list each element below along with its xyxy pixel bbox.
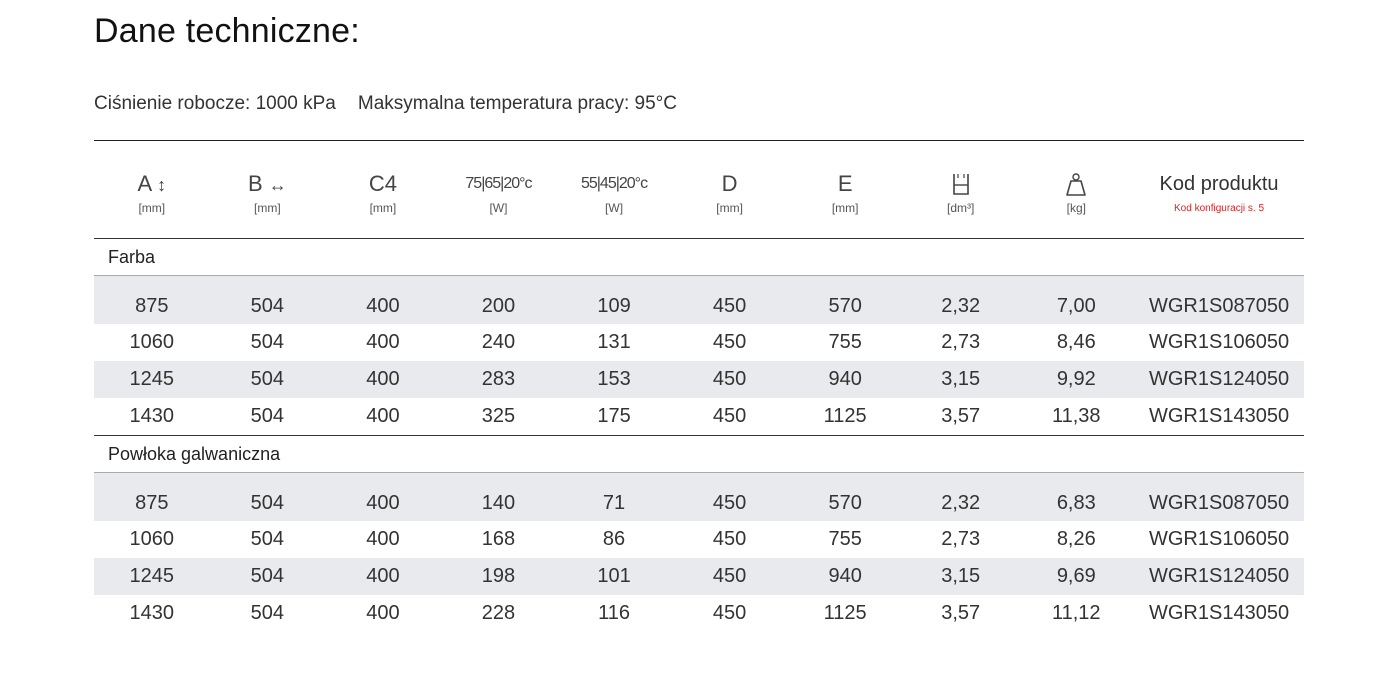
table-row: [94, 595, 1304, 632]
table-cell: 1060: [129, 331, 175, 353]
table-cell: 400: [366, 565, 400, 587]
table-row: [94, 558, 1304, 595]
section-title: Powłoka galwaniczna: [108, 444, 281, 464]
header-unit-b: [mm]: [254, 201, 281, 215]
table-cell: 1060: [129, 528, 175, 550]
table-cell: 450: [712, 492, 747, 514]
table-cell: 116: [598, 602, 630, 624]
product-code-cell: WGR1S143050: [1149, 602, 1290, 624]
header-unit-weight: [kg]: [1066, 201, 1086, 215]
product-code-cell: WGR1S106050: [1149, 331, 1290, 353]
header-col-c4: [325, 141, 441, 238]
header-unit-volume: [dm³]: [947, 201, 975, 215]
horizontal-arrow-icon: ↔: [268, 175, 287, 195]
table-cell: 400: [366, 331, 400, 353]
header-col-power-55: [556, 141, 672, 238]
table-cell: 71: [602, 492, 626, 514]
header-symbol-power-55: 55|45|20°c: [580, 175, 648, 192]
table-cell: 7,00: [1056, 295, 1096, 317]
header-unit-d: [mm]: [716, 201, 743, 215]
section-paint: [94, 239, 1304, 435]
header-symbol-a: A: [137, 171, 151, 196]
table-cell: 504: [250, 331, 285, 353]
table-cell: 86: [602, 528, 626, 550]
table-cell: 755: [828, 331, 862, 353]
header-col-volume: [903, 141, 1019, 238]
table-cell: 200: [481, 295, 516, 317]
table-cell: 875: [135, 492, 169, 514]
table-cell: 504: [250, 368, 285, 390]
table-cell: 400: [366, 492, 400, 514]
table-cell: 1125: [823, 602, 867, 624]
table-cell: 109: [597, 295, 631, 317]
table-cell: 755: [828, 528, 862, 550]
header-col-product-code: [1134, 141, 1304, 238]
config-code-note: Kod konfiguracji s. 5: [1174, 203, 1265, 214]
table-cell: 570: [828, 295, 862, 317]
vertical-arrow-icon: ↕: [157, 175, 167, 195]
table-cell: 450: [712, 405, 747, 427]
max-temperature: Maksymalna temperatura pracy: 95°C: [357, 93, 677, 114]
table-cell: 283: [481, 368, 516, 390]
product-code-cell: WGR1S087050: [1149, 295, 1290, 317]
table-cell: 2,73: [941, 331, 981, 353]
table-cell: 1245: [129, 368, 175, 390]
table-cell: 504: [250, 295, 285, 317]
table-cell: 450: [712, 331, 747, 353]
table-cell: 570: [828, 492, 862, 514]
header-symbol-b: B: [247, 171, 263, 196]
table-cell: 131: [597, 331, 631, 353]
table-cell: 400: [366, 602, 400, 624]
table-cell: 400: [366, 368, 400, 390]
table-cell: 940: [828, 565, 862, 587]
table-cell: 325: [481, 405, 516, 427]
table-row: [94, 276, 1304, 324]
header-symbol-c4: C4: [368, 171, 397, 196]
header-symbol-e: E: [837, 171, 853, 196]
table-cell: 2,32: [941, 295, 981, 317]
container-volume-icon: [951, 172, 971, 198]
table-row: [94, 398, 1304, 435]
header-unit-power-75: [W]: [489, 201, 508, 215]
table-cell: 6,83: [1056, 492, 1096, 514]
table-cell: 153: [597, 368, 631, 390]
table-cell: 1430: [129, 602, 175, 624]
table-cell: 3,15: [941, 565, 981, 587]
table-cell: 3,15: [941, 368, 981, 390]
table-cell: 504: [250, 602, 285, 624]
table-cell: 504: [250, 405, 285, 427]
header-unit-power-55: [W]: [605, 201, 624, 215]
table-cell: 504: [250, 528, 285, 550]
header-col-b: [210, 141, 326, 238]
table-cell: 400: [366, 405, 400, 427]
table-cell: 11,38: [1051, 405, 1101, 427]
table-row: [94, 521, 1304, 558]
table-cell: 450: [712, 295, 747, 317]
table-cell: 504: [250, 565, 285, 587]
operating-parameters: [94, 93, 677, 115]
header-product-code: Kod produktu: [1159, 173, 1279, 195]
product-code-cell: WGR1S143050: [1149, 405, 1290, 427]
table-cell: 2,73: [941, 528, 981, 550]
table-cell: 168: [481, 528, 516, 550]
section-galvanic: [94, 436, 1304, 632]
table-cell: 875: [135, 295, 169, 317]
technical-data-table: [94, 140, 1304, 632]
header-col-a: [94, 141, 210, 238]
table-cell: 101: [597, 565, 631, 587]
table-cell: 2,32: [941, 492, 981, 514]
table-cell: 8,26: [1056, 528, 1096, 550]
header-symbol-d: D: [721, 171, 738, 196]
table-cell: 400: [366, 528, 400, 550]
table-cell: 940: [828, 368, 862, 390]
page-title: Dane techniczne:: [94, 12, 360, 50]
table-cell: 1430: [129, 405, 175, 427]
section-title: Farba: [108, 247, 156, 267]
table-row: [94, 324, 1304, 361]
table-cell: 400: [366, 295, 400, 317]
working-pressure: Ciśnienie robocze: 1000 kPa: [94, 93, 336, 114]
table-cell: 3,57: [941, 405, 981, 427]
table-cell: 9,92: [1056, 368, 1096, 390]
table-cell: 1125: [823, 405, 867, 427]
table-cell: 504: [250, 492, 285, 514]
header-col-d: [672, 141, 788, 238]
table-cell: 9,69: [1056, 565, 1096, 587]
header-unit-e: [mm]: [831, 201, 859, 215]
table-cell: 228: [481, 602, 516, 624]
header-unit-a: [mm]: [138, 201, 166, 215]
product-code-cell: WGR1S124050: [1149, 368, 1290, 390]
product-code-cell: WGR1S087050: [1149, 492, 1290, 514]
table-cell: 11,12: [1051, 602, 1101, 624]
header-col-weight: [1019, 141, 1135, 238]
table-row: [94, 473, 1304, 521]
table-cell: 198: [481, 565, 516, 587]
header-col-power-75: [441, 141, 557, 238]
table-cell: 450: [712, 368, 747, 390]
table-cell: 8,46: [1056, 331, 1096, 353]
table-row: [94, 361, 1304, 398]
table-cell: 240: [481, 331, 516, 353]
table-cell: 450: [712, 565, 747, 587]
table-cell: 175: [597, 405, 631, 427]
table-header: [94, 141, 1304, 238]
table-cell: 140: [481, 492, 516, 514]
product-code-cell: WGR1S124050: [1149, 565, 1290, 587]
weight-icon: [1064, 172, 1088, 198]
table-cell: 450: [712, 602, 747, 624]
table-cell: 3,57: [941, 602, 981, 624]
product-code-cell: WGR1S106050: [1149, 528, 1290, 550]
table-cell: 1245: [129, 565, 175, 587]
header-unit-c4: [mm]: [369, 201, 397, 215]
header-symbol-power-75: 75|65|20°c: [465, 175, 532, 192]
header-col-e: [787, 141, 903, 238]
table-cell: 450: [712, 528, 747, 550]
